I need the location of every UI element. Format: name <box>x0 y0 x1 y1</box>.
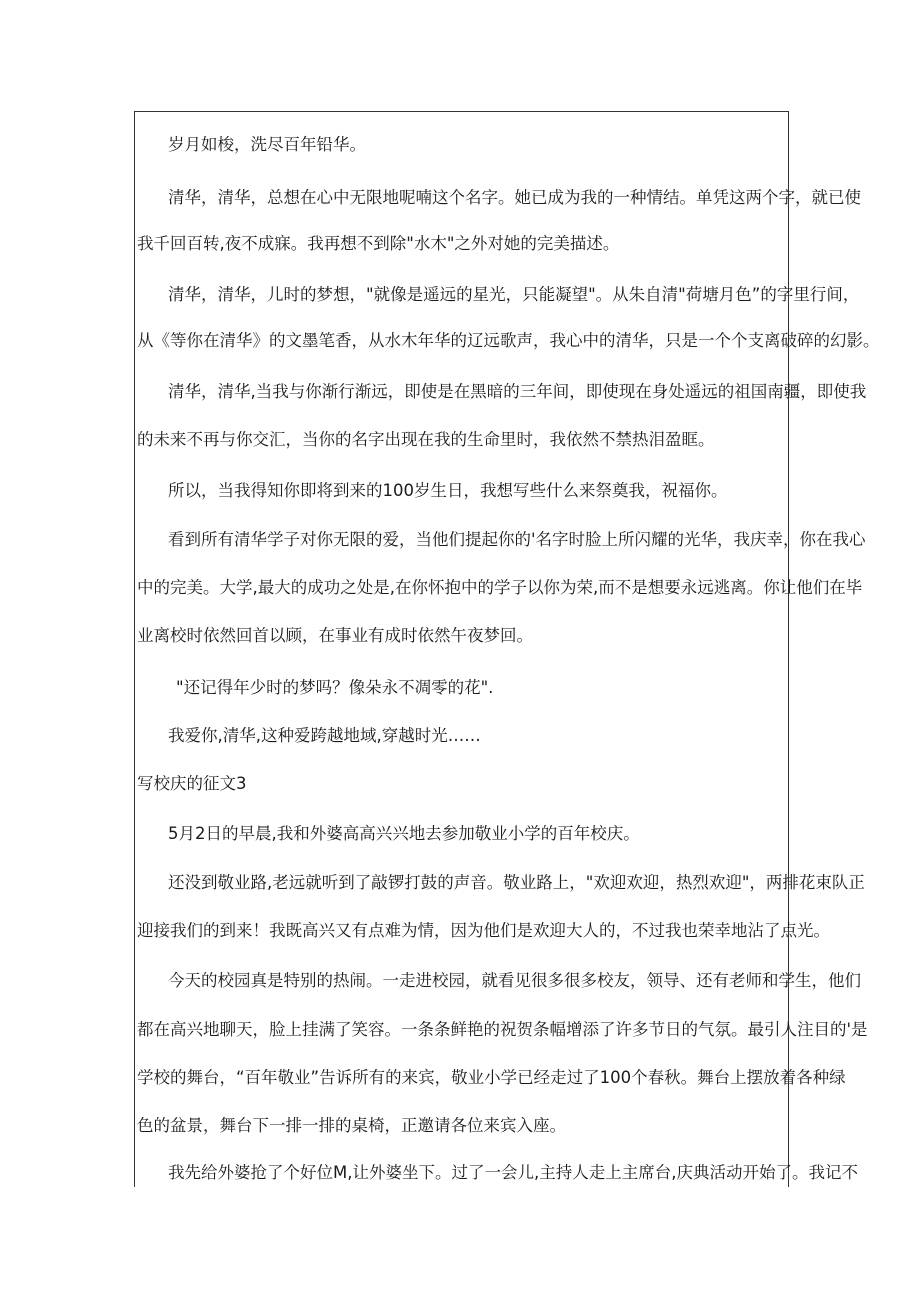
paragraph-line: 中的完美。大学,最大的成功之处是,在你怀抱中的学子以你为荣,而不是想要永远逃离。你让他们在毕 <box>137 578 863 597</box>
paragraph-line: 业离校时依然回首以顾，在事业有成时依然午夜梦回。 <box>137 626 533 645</box>
paragraph-line: 我爱你,清华,这种爱跨越地域,穿越时光…… <box>168 726 481 745</box>
paragraph-line: 清华，清华，儿时的梦想，"就像是遥远的星光，只能凝望"。从朱自清"荷塘月色”的字里行间， <box>168 285 860 304</box>
paragraph-line: 我千回百转,夜不成寐。我再想不到除"水木"之外对她的完美描述。 <box>137 234 620 253</box>
paragraph-line: 从《等你在清华》的文墨笔香，从水木年华的辽远歌声，我心中的清华，只是一个个支离破碎的幻影。 <box>137 331 880 350</box>
paragraph-line: 岁月如梭，洗尽百年铅华。 <box>168 135 366 154</box>
paragraph-line: 的未来不再与你交汇，当你的名字出现在我的生命里时，我依然不禁热泪盈眶。 <box>137 430 715 449</box>
quote-line: "还记得年少时的梦吗？像朵永不凋零的花". <box>176 678 494 697</box>
section-heading: 写校庆的征文3 <box>137 774 247 793</box>
paragraph-line: 5月2日的早晨,我和外婆高高兴兴地去参加敬业小学的百年校庆。 <box>168 824 640 843</box>
paragraph-line: 清华，清华，总想在心中无限地呢喃这个名字。她已成为我的一种情结。单凭这两个字，就已使 <box>168 188 861 207</box>
paragraph-line: 学校的舞台，“百年敬业”告诉所有的来宾，敬业小学已经走过了100个春秋。舞台上摆放着各种绿 <box>137 1068 846 1087</box>
paragraph-line: 都在高兴地聊天，脸上挂满了笑容。一条条鲜艳的祝贺条幅增添了许多节日的气氛。最引人注目的'是 <box>137 1020 868 1039</box>
paragraph-line: 我先给外婆抢了个好位M,让外婆坐下。过了一会儿,主持人走上主席台,庆典活动开始了。我记不 <box>168 1163 858 1182</box>
paragraph-line: 今天的校园真是特别的热闹。一走进校园，就看见很多很多校友，领导、还有老师和学生，他们 <box>168 971 861 990</box>
paragraph-line: 色的盆景，舞台下一排一排的桌椅，正邀请各位来宾入座。 <box>137 1116 566 1135</box>
paragraph-line: 看到所有清华学子对你无限的爱，当他们提起你的'名字时脸上所闪耀的光华，我庆幸，你在我心 <box>168 530 866 549</box>
paragraph-line: 清华，清华,当我与你渐行渐远，即使是在黑暗的三年间，即使现在身处遥远的祖国南疆，即使我 <box>168 382 867 401</box>
paragraph-line: 所以，当我得知你即将到来的100岁生日，我想写些什么来祭奠我，祝福你。 <box>168 481 728 500</box>
paragraph-line: 迎接我们的到来！我既高兴又有点难为情，因为他们是欢迎大人的，不过我也荣幸地沾了点光。 <box>137 921 830 940</box>
paragraph-line: 还没到敬业路,老远就听到了敲锣打鼓的声音。敬业路上，"欢迎欢迎，热烈欢迎"，两排花束队正 <box>168 873 865 892</box>
